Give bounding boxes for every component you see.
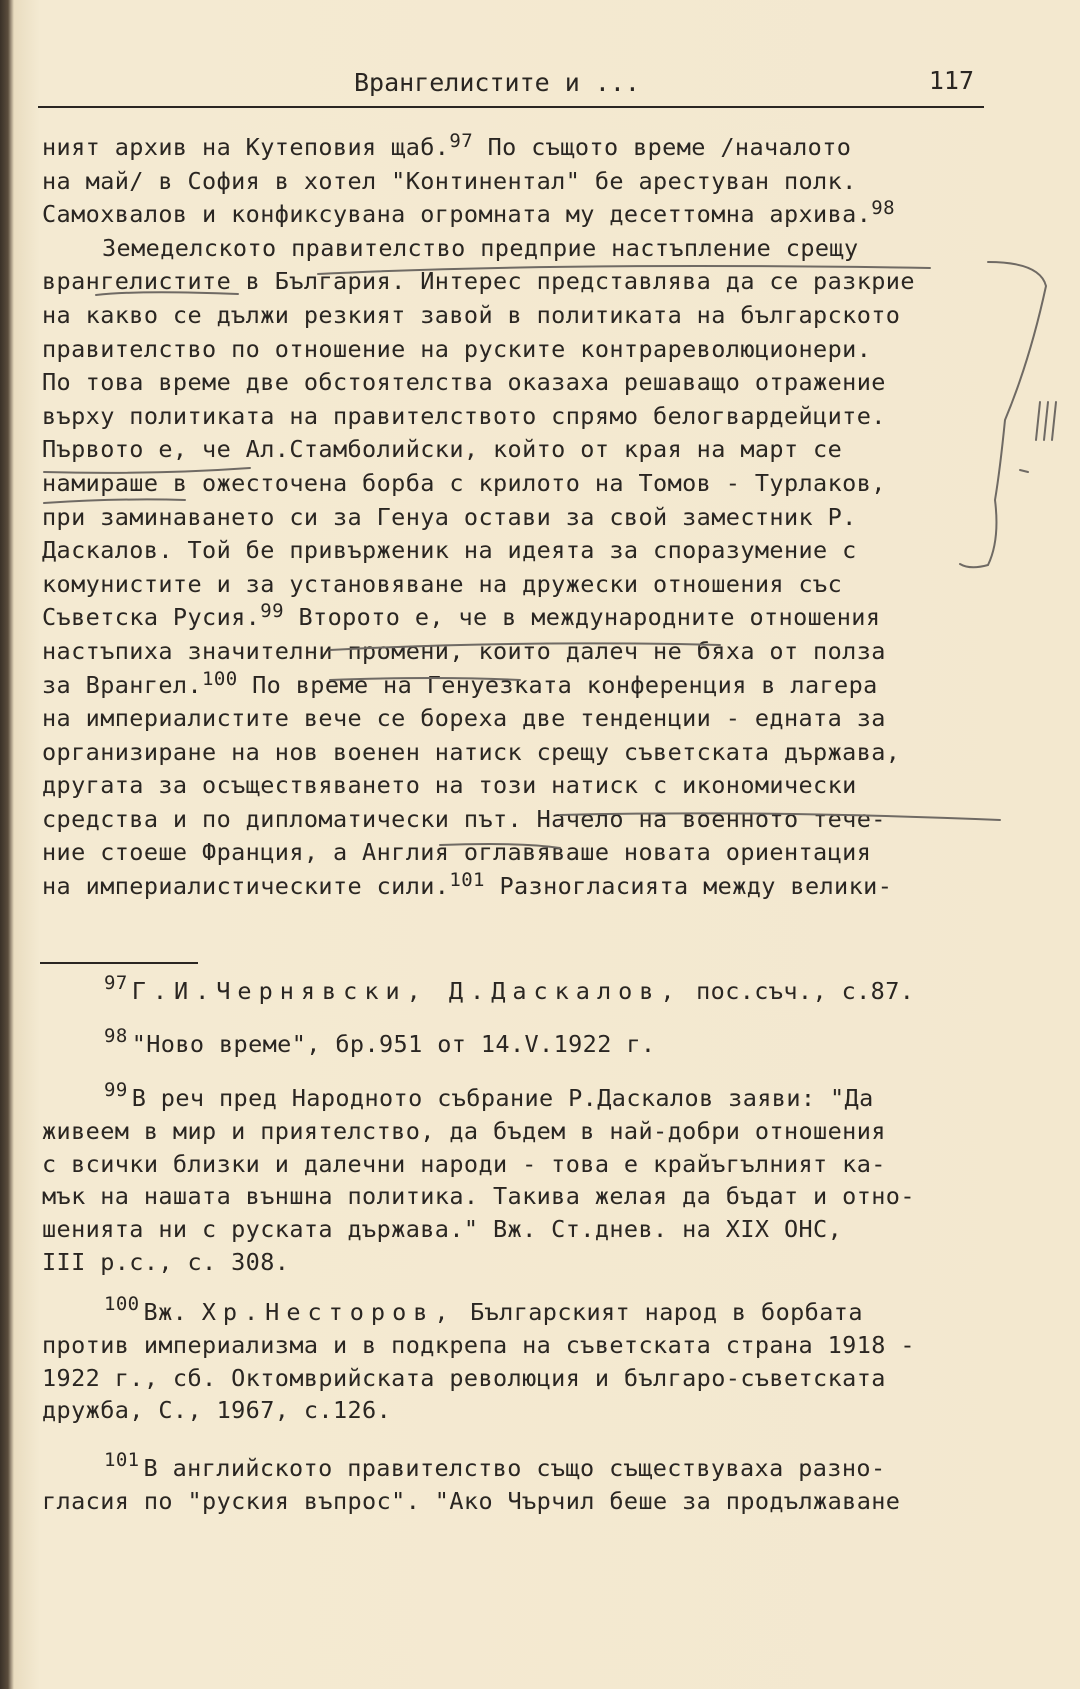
note-ref-100[interactable]: 100 bbox=[202, 668, 238, 690]
body-line-17: за Врангел.$^{100}$ По време на Генуезката конференция в лагера bbox=[42, 668, 878, 699]
body-line-3: Самохвалов и конфиксувана огромната му десеттомна архива.$^{98}$ bbox=[42, 198, 895, 229]
footnote-100: $^{100}$ Вж. Хр.Несторов, Българският народ в борбата против империализма и в подкрепа на съветската страна 1918 - 1922 г., сб. Октомврийската революция и българо-съветската дружба, С., 1967, с.126. bbox=[42, 1296, 1002, 1427]
body-line-23: на империалистическите сили.$^{101}$ Разногласията между велики- bbox=[42, 870, 893, 901]
note-ref-99[interactable]: 99 bbox=[260, 601, 284, 623]
footnote-99: $^{99}$ В реч пред Народното събрание Р.Даскалов заяви: "Да живеем в мир и приятелство, да бъдем в най-добри отношения с всички близки и далечни народи - това е крайъгълният ка- мък на нашата външна политика. Такива желая да бъдат и отно- шенията ни с руската държава." Вж. Ст.днев. на XIX ОНС, III р.с., с. 308. bbox=[42, 1082, 1002, 1279]
body-line-13: Даскалов. Той бе привърженик на идеята за споразумение с bbox=[42, 536, 857, 565]
footnote-number: 100 bbox=[104, 1296, 140, 1315]
running-title: Врангелистите и ... bbox=[354, 68, 640, 97]
footnote-number: 98 bbox=[104, 1028, 128, 1047]
footnote-number: 99 bbox=[104, 1082, 128, 1101]
note-ref-97[interactable]: 97 bbox=[449, 131, 474, 152]
body-line-8: По това време две обстоятелства оказаха решаващо отражение bbox=[42, 368, 886, 397]
body-line-10: Първото е, че Ал.Стамболийски, който от края на март се bbox=[42, 435, 843, 464]
margin-mark bbox=[1044, 402, 1048, 440]
page-header bbox=[38, 62, 984, 108]
body-line-12: при заминаването си за Генуа остави за свой заместник Р. bbox=[42, 502, 857, 531]
body-text bbox=[42, 131, 992, 904]
body-line-1: ният архив на Кутеповия щаб.$^{97}$ По същото време /началото bbox=[42, 131, 852, 161]
body-line-15: Съветска Русия.$^{99}$ Второто е, че в международните отношения bbox=[42, 601, 881, 632]
page-number: 117 bbox=[928, 66, 974, 95]
footnote-number: 101 bbox=[104, 1452, 140, 1471]
body-line-6: на какво се дължи резкият завой в политиката на българското bbox=[42, 300, 901, 329]
body-line-7: правителство по отношение на руските контрареволюционери. bbox=[42, 334, 872, 363]
footnote-separator bbox=[40, 962, 198, 964]
footnote-author: Г.И.Чернявски, Д.Даскалов, bbox=[131, 977, 682, 1005]
footnote-number: 97 bbox=[104, 975, 128, 994]
footnote-author: Хр.Несторов, bbox=[201, 1298, 456, 1326]
body-line-22: ние стоеше Франция, а Англия оглавяваше новата ориентация bbox=[42, 838, 872, 867]
body-line-19: организиране на нов военен натиск срещу съветската държава, bbox=[42, 737, 901, 766]
footnote-98: $^{98}$ "Ново време", бр.951 от 14.V.1922 г. bbox=[42, 1028, 1002, 1061]
margin-mark bbox=[1036, 402, 1040, 440]
body-line-5: врангелистите в България. Интерес представлява да се разкрие bbox=[42, 267, 915, 296]
body-line-21: средства и по дипломатически път. Начело на военното тече- bbox=[42, 804, 886, 833]
note-ref-98[interactable]: 98 bbox=[871, 198, 895, 220]
margin-mark bbox=[1052, 402, 1056, 440]
body-line-4: Земеделското правителство предприе настъпление срещу bbox=[102, 233, 859, 262]
body-line-11: намираше в ожесточена борба с крилото на Томов - Турлаков, bbox=[42, 468, 886, 497]
footnote-97: $^{97}$ Г.И.Чернявски, Д.Даскалов, пос.съч., с.87. bbox=[42, 975, 1002, 1008]
margin-mark bbox=[1020, 470, 1028, 472]
footnote-101: $^{101}$ В английското правителство също съществуваха разно- гласия по "руския въпрос". "Ако Чърчил беше за продължаване bbox=[42, 1452, 1002, 1518]
body-line-2: на май/ в София в хотел "Континентал" бе арестуван полк. bbox=[42, 166, 857, 195]
body-line-20: другата за осъществяването на този натиск с икономически bbox=[42, 771, 857, 800]
note-ref-101[interactable]: 101 bbox=[449, 870, 485, 892]
body-line-9: върху политиката на правителството спрямо белогвардейците. bbox=[42, 401, 886, 430]
body-line-14: комунистите и за установяване на дружески отношения със bbox=[42, 569, 843, 598]
body-line-16: настъпиха значителни промени, които далеч не бяха от полза bbox=[42, 636, 886, 665]
body-line-18: на империалистите вече се бореха две тенденции - едната за bbox=[42, 704, 886, 733]
